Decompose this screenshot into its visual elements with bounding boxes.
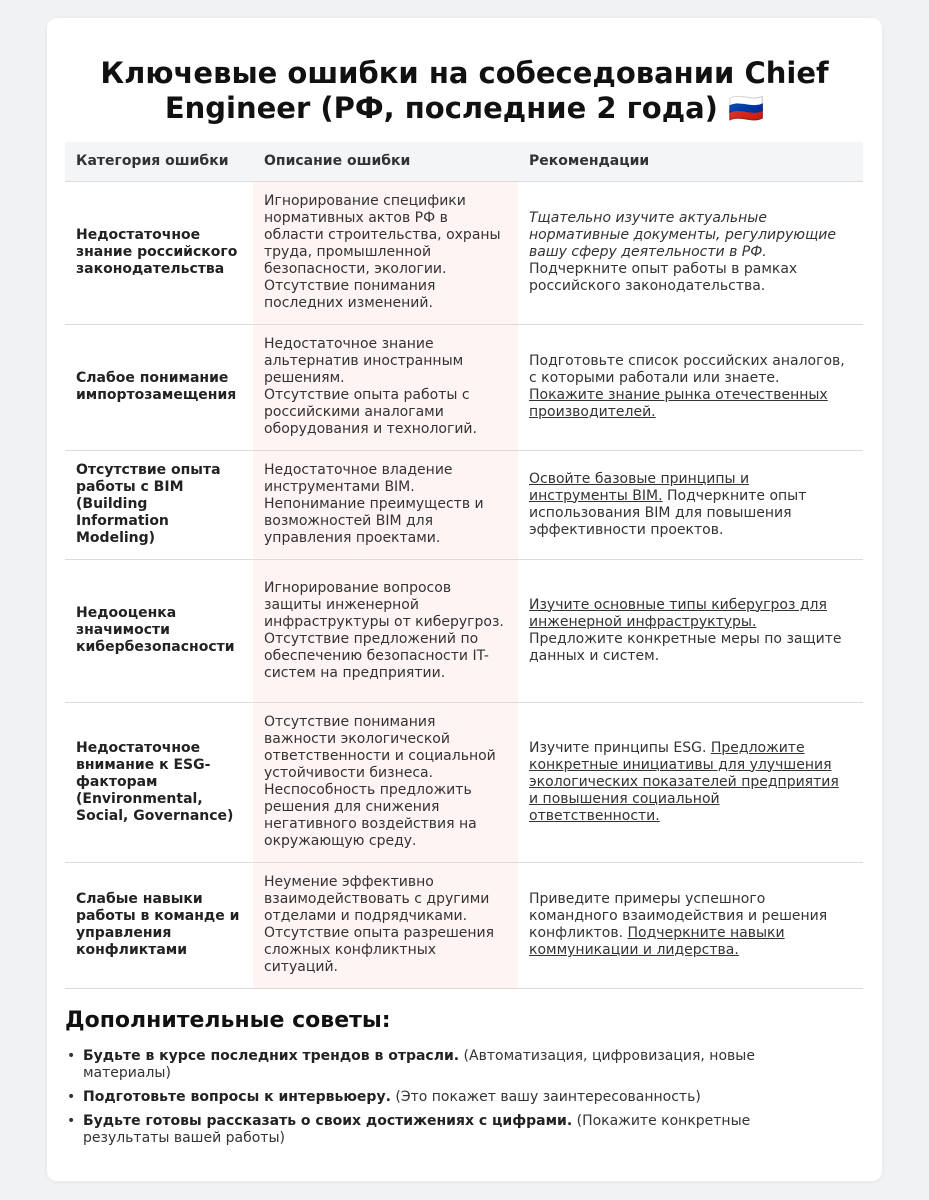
row-description	[253, 450, 518, 559]
row-description	[253, 324, 518, 450]
table-row	[65, 862, 863, 988]
row-description	[253, 702, 518, 862]
row-description	[253, 559, 518, 702]
row-recommendation	[518, 702, 863, 862]
tip-bold: Будьте в курсе последних трендов в отрасли.	[83, 1048, 460, 1064]
table-row	[65, 559, 863, 702]
description-line-1: Отсутствие понимания важности экологической ответственности и социальной устойчивости бизнеса.	[264, 714, 496, 781]
description-line-1: Игнорирование вопросов защиты инженерной инфраструктуры от киберугроз.	[264, 579, 504, 630]
recommendation-text: Предложите конкретные меры по защите данных и систем.	[529, 630, 842, 664]
bullet-icon: •	[67, 1089, 76, 1105]
content-card	[47, 18, 882, 1181]
row-category: Отсутствие опыта работы с BIM (Building Information Modeling)	[65, 450, 253, 559]
column-header-recommendations: Рекомендации	[518, 142, 863, 181]
row-recommendation	[518, 450, 863, 559]
row-recommendation	[518, 181, 863, 324]
description-line-1: Недостаточное знание альтернатив иностранным решениям.	[264, 336, 464, 386]
description-line-1: Недостаточное владение инструментами BIM.	[264, 462, 453, 495]
table-header-row	[65, 142, 863, 181]
row-recommendation	[518, 559, 863, 702]
bullet-icon: •	[67, 1048, 76, 1064]
column-header-description: Описание ошибки	[253, 142, 518, 181]
column-header-category: Категория ошибки	[65, 142, 253, 181]
recommendation-text: Подготовьте список российских аналогов, с которыми работали или знаете.	[529, 353, 845, 386]
tips-heading: Дополнительные советы:	[65, 1008, 391, 1033]
recommendation-link[interactable]: Освойте базовые принципы и инструменты BIM.	[529, 470, 750, 504]
list-item	[65, 1113, 825, 1147]
row-category: Слабые навыки работы в команде и управления конфликтами	[65, 862, 253, 988]
tip-note: (Автоматизация, цифровизация, новые материалы)	[83, 1048, 755, 1081]
page-title: Ключевые ошибки на собеседовании Chief Engineer (РФ, последние 2 года) 🇷🇺	[100, 56, 829, 125]
table-row	[65, 450, 863, 559]
recommendation-link[interactable]: Предложите конкретные инициативы для улучшения экологических показателей предприятия и повышения социальной ответственности.	[529, 739, 839, 824]
row-recommendation	[518, 324, 863, 450]
row-category: Недооценка значимости кибербезопасности	[65, 559, 253, 702]
row-category: Недостаточное внимание к ESG-факторам (Environmental, Social, Governance)	[65, 702, 253, 862]
description-line-2: Отсутствие предложений по обеспечению безопасности IT-систем на предприятии.	[264, 630, 489, 681]
recommendation-link[interactable]: Изучите основные типы киберугроз для инженерной инфраструктуры.	[529, 596, 827, 630]
description-line-2: Отсутствие понимания последних изменений.	[264, 278, 436, 311]
description-line-2: Неспособность предложить решения для снижения негативного воздействия на окружающую среду.	[264, 782, 477, 849]
recommendation-text: Подчеркните опыт использования BIM для повышения эффективности проектов.	[529, 487, 807, 538]
recommendation-link[interactable]: Подчеркните навыки коммуникации и лидерства.	[529, 925, 785, 958]
tip-note: (Покажите конкретные результаты вашей работы)	[83, 1113, 751, 1146]
recommendation-text: Изучите принципы ESG.	[529, 739, 711, 756]
tip-note: (Это покажет вашу заинтересованность)	[390, 1089, 701, 1105]
table-row	[65, 702, 863, 862]
row-description	[253, 862, 518, 988]
errors-table	[65, 142, 863, 989]
row-recommendation	[518, 862, 863, 988]
tip-bold: Подготовьте вопросы к интервьюеру.	[83, 1089, 391, 1105]
recommendation-text: Приведите примеры успешного командного взаимодействия и решения конфликтов.	[529, 891, 828, 941]
recommendation-emphasis: Тщательно изучите актуальные нормативные документы, регулирующие вашу сферу деятельности в РФ.	[529, 210, 836, 260]
description-line-2: Непонимание преимуществ и возможностей BIM для управления проектами.	[264, 496, 484, 546]
list-item	[65, 1089, 825, 1106]
description-line-1: Игнорирование специфики нормативных актов РФ в области строительства, охраны труда, промышленной безопасности, экологии.	[264, 193, 501, 277]
row-description	[253, 181, 518, 324]
row-category: Слабое понимание импортозамещения	[65, 324, 253, 450]
recommendation-link[interactable]: Покажите знание рынка отечественных производителей.	[529, 387, 828, 420]
row-category: Недостаточное знание российского законодательства	[65, 181, 253, 324]
description-line-2: Отсутствие опыта разрешения сложных конфликтных ситуаций.	[264, 925, 495, 975]
table-row	[65, 324, 863, 450]
table-row	[65, 181, 863, 324]
bullet-icon: •	[67, 1113, 76, 1129]
description-line-2: Отсутствие опыта работы с российскими аналогами оборудования и технологий.	[264, 387, 477, 437]
tips-list	[65, 1048, 825, 1154]
list-item	[65, 1048, 825, 1082]
description-line-1: Неумение эффективно взаимодействовать с другими отделами и подрядчиками.	[264, 874, 490, 924]
recommendation-text: Подчеркните опыт работы в рамках российского законодательства.	[529, 261, 798, 294]
tip-bold: Будьте готовы рассказать о своих достижениях с цифрами.	[83, 1113, 573, 1129]
